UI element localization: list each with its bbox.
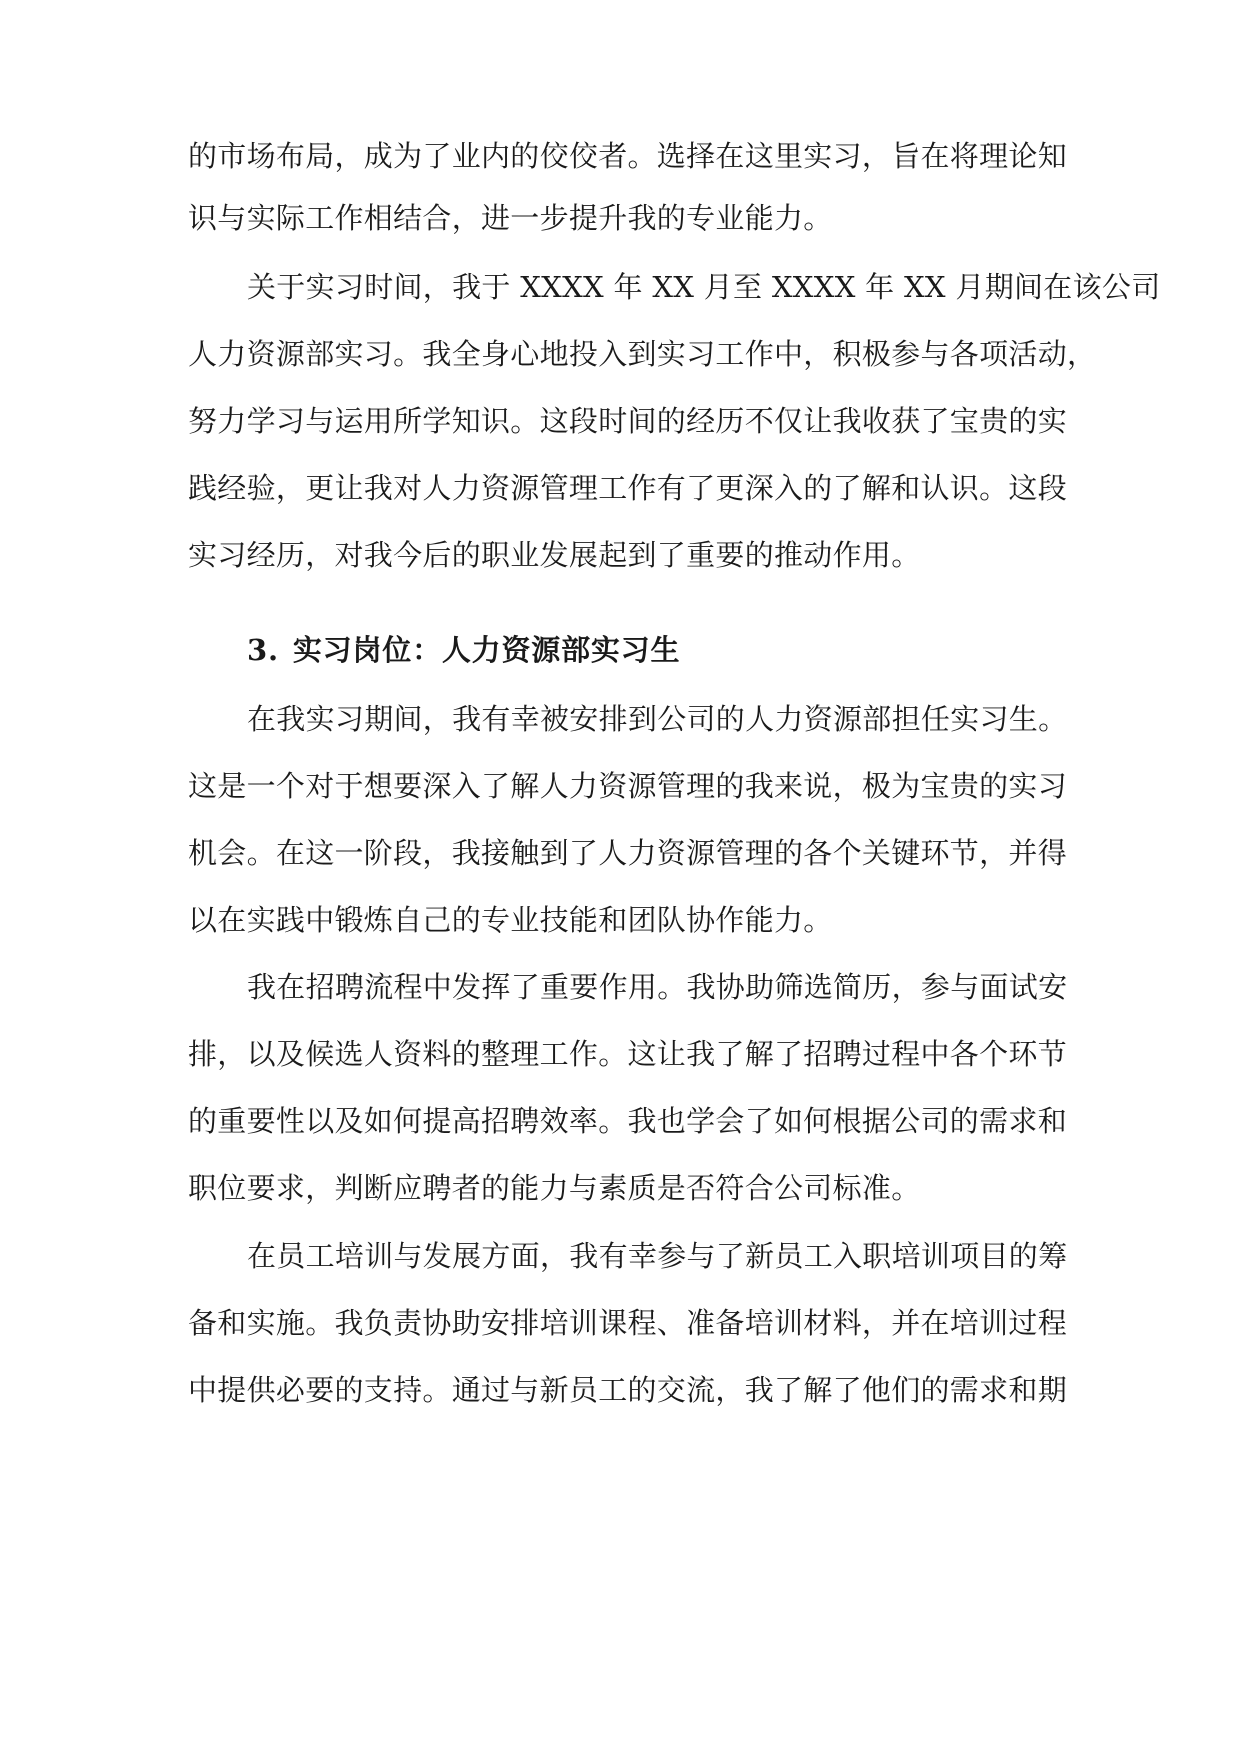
text-line: 实习经历，对我今后的职业发展起到了重要的推动作用。 (188, 538, 921, 572)
text-line: 我在招聘流程中发挥了重要作用。我协助筛选简历，参与面试安 (247, 970, 1068, 1004)
text-line: 人力资源部实习。我全身心地投入到实习工作中，积极参与各项活动， (188, 337, 1097, 371)
text-line: 努力学习与运用所学知识。这段时间的经历不仅让我收获了宝贵的实 (188, 404, 1068, 438)
section-heading (247, 632, 1117, 668)
text-line: 识与实际工作相结合，进一步提升我的专业能力。 (188, 201, 833, 235)
section-title: 实习岗位：人力资源部实习生 (292, 633, 681, 667)
text-line: 职位要求，判断应聘者的能力与素质是否符合公司标准。 (188, 1171, 921, 1205)
text-line: 排，以及候选人资料的整理工作。这让我了解了招聘过程中各个环节 (188, 1037, 1068, 1071)
text-line: 的市场布局，成为了业内的佼佼者。选择在这里实习，旨在将理论知 (188, 139, 1068, 173)
text-line: 关于实习时间，我于 XXXX 年 XX 月至 XXXX 年 XX 月期间在该公司 (247, 270, 1161, 304)
text-line: 备和实施。我负责协助安排培训课程、准备培训材料，并在培训过程 (188, 1306, 1068, 1340)
section-number: 3. (247, 633, 279, 667)
text-line: 的重要性以及如何提高招聘效率。我也学会了如何根据公司的需求和 (188, 1104, 1068, 1138)
text-line: 在员工培训与发展方面，我有幸参与了新员工入职培训项目的筹 (247, 1239, 1068, 1273)
text-line: 践经验，更让我对人力资源管理工作有了更深入的了解和认识。这段 (188, 471, 1068, 505)
text-line: 机会。在这一阶段，我接触到了人力资源管理的各个关键环节，并得 (188, 836, 1068, 870)
text-line: 在我实习期间，我有幸被安排到公司的人力资源部担任实习生。 (247, 702, 1068, 736)
text-line: 这是一个对于想要深入了解人力资源管理的我来说，极为宝贵的实习 (188, 769, 1068, 803)
text-line: 以在实践中锻炼自己的专业技能和团队协作能力。 (188, 903, 833, 937)
text-line: 中提供必要的支持。通过与新员工的交流，我了解了他们的需求和期 (188, 1373, 1068, 1407)
